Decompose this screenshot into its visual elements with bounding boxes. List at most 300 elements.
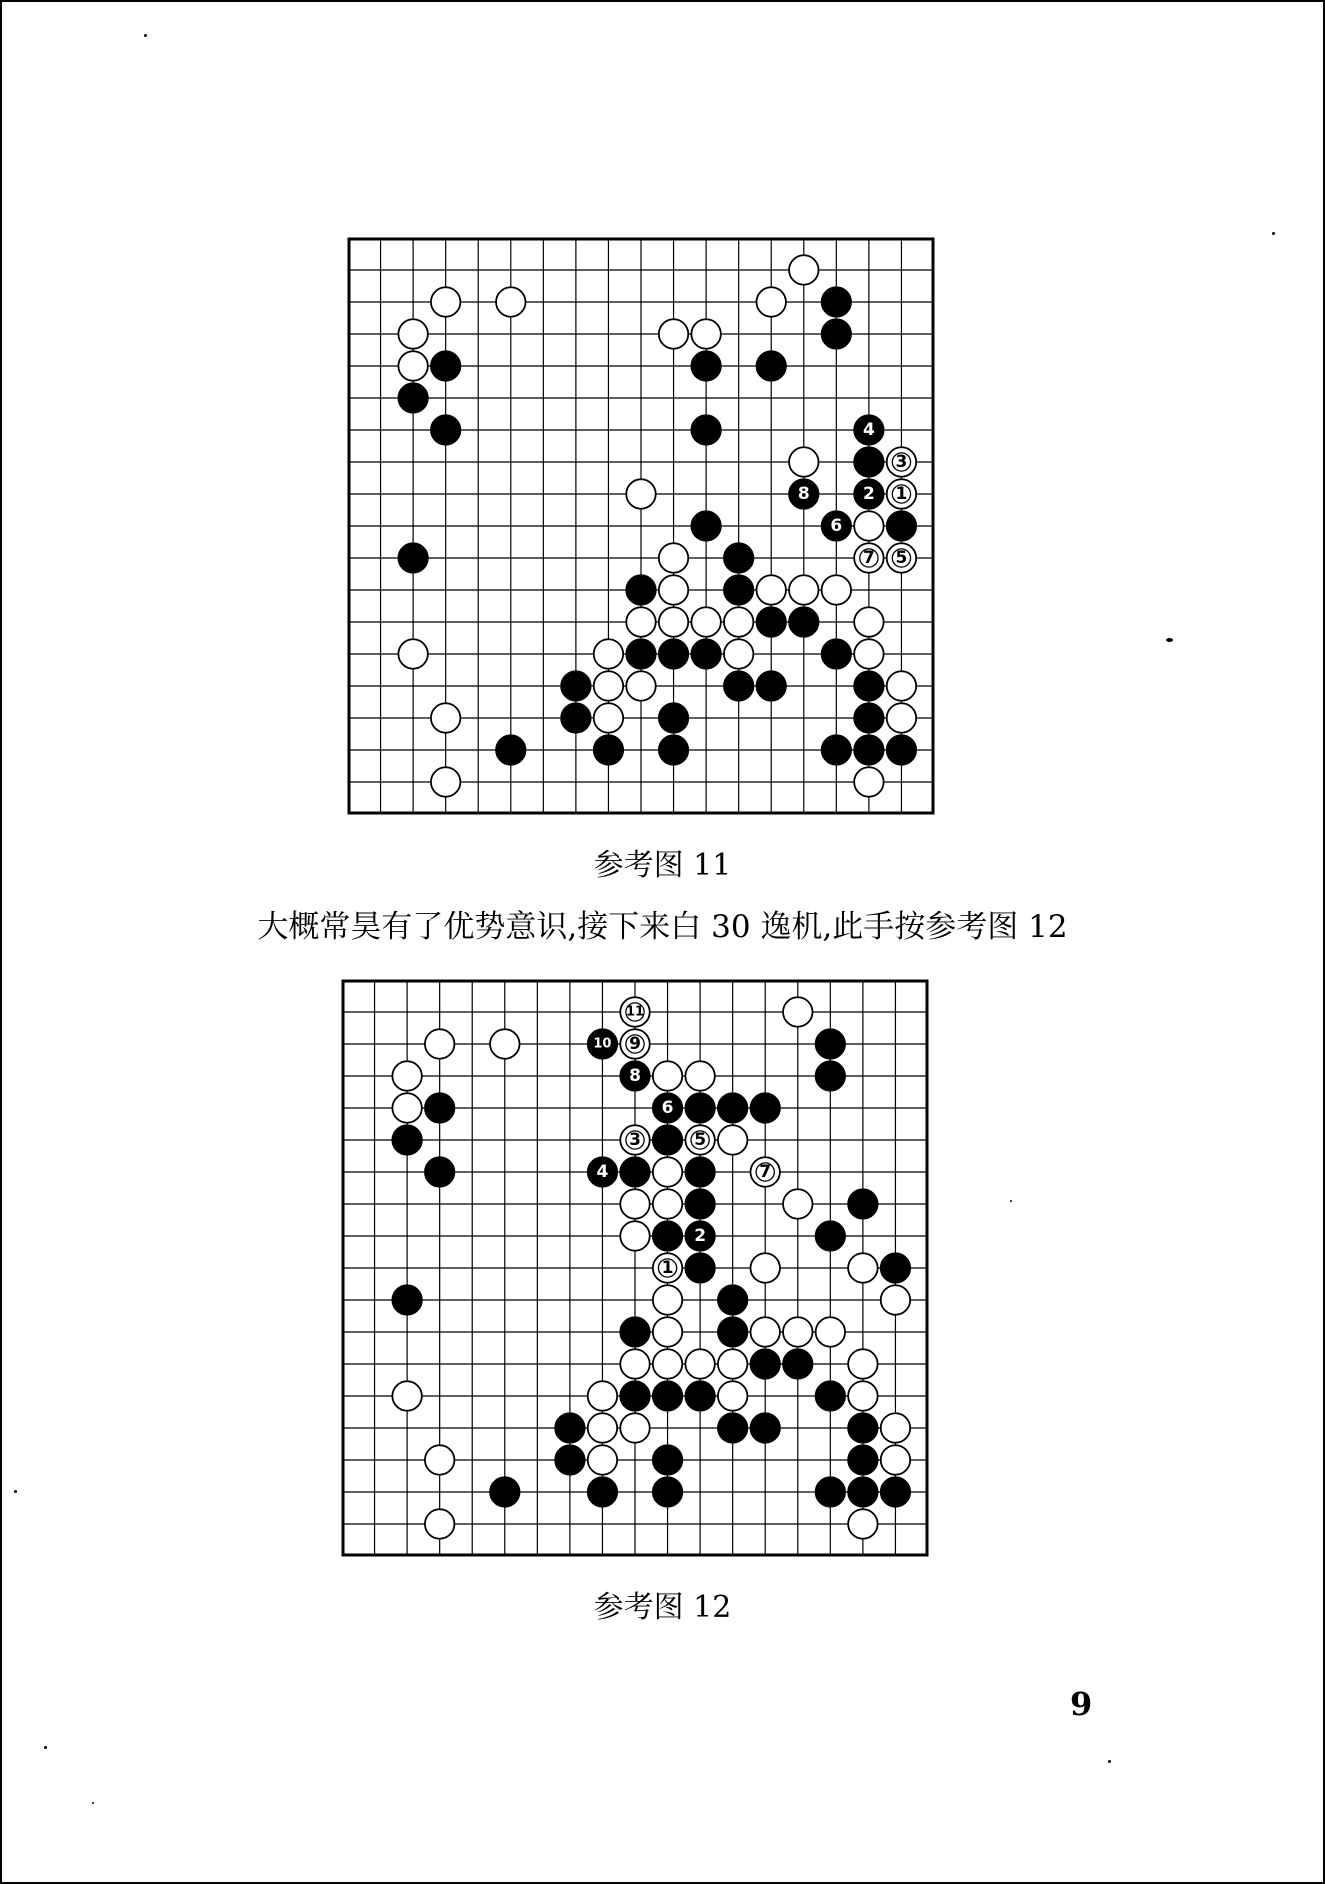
white-stone [685, 1349, 714, 1378]
white-stone [718, 1349, 747, 1378]
black-stone-disc [848, 1477, 877, 1506]
black-stone-disc [685, 1093, 714, 1122]
white-stone-disc [392, 1093, 421, 1122]
white-stone [718, 1125, 747, 1154]
black-stone [724, 543, 753, 572]
black-stone [718, 1093, 747, 1122]
black-stone-disc [718, 1285, 747, 1314]
white-stone [392, 1381, 421, 1410]
move-number: 3 [629, 1130, 641, 1150]
black-stone [425, 1093, 454, 1122]
move-number: 5 [895, 548, 908, 568]
black-stone [620, 1317, 649, 1346]
black-stone-disc [854, 703, 883, 732]
black-stone-disc [718, 1093, 747, 1122]
white-stone [691, 319, 720, 348]
white-stone [691, 607, 720, 636]
white-stone-disc [425, 1509, 454, 1538]
black-stone [822, 735, 851, 764]
white-stone-disc [594, 639, 623, 668]
white-stone [588, 1381, 617, 1410]
black-stone [848, 1477, 877, 1506]
page-number: 9 [1070, 1685, 1093, 1723]
white-stone [431, 767, 460, 796]
black-stone-disc [659, 703, 688, 732]
black-stone-8 [789, 479, 818, 508]
move-number: 11 [625, 1004, 645, 1020]
black-stone-disc [425, 1157, 454, 1186]
black-stone-disc [854, 447, 883, 476]
white-stone [718, 1381, 747, 1410]
move-number: 4 [862, 420, 875, 440]
black-stone-disc [724, 671, 753, 700]
white-stone [757, 287, 786, 316]
black-stone [724, 671, 753, 700]
black-stone [561, 703, 590, 732]
black-stone-disc [620, 1157, 649, 1186]
move-number: 6 [830, 516, 843, 536]
black-stone-disc [555, 1413, 584, 1442]
white-stone-disc [398, 319, 427, 348]
white-stone [594, 671, 623, 700]
white-stone [881, 1285, 910, 1314]
white-stone-disc [620, 1189, 649, 1218]
white-stone [757, 575, 786, 604]
white-stone [626, 607, 655, 636]
white-stone-disc [881, 1285, 910, 1314]
black-stone [685, 1253, 714, 1282]
white-stone-disc [822, 575, 851, 604]
black-stone-disc [724, 543, 753, 572]
black-stone [816, 1477, 845, 1506]
move-number: 8 [797, 484, 810, 504]
black-stone [490, 1477, 519, 1506]
go-board-diagram-11 [348, 238, 934, 814]
black-stone [751, 1413, 780, 1442]
white-stone-disc [685, 1349, 714, 1378]
white-stone [620, 1349, 649, 1378]
black-stone [653, 1125, 682, 1154]
black-stone-disc [561, 703, 590, 732]
white-stone-disc [691, 607, 720, 636]
black-stone-disc [490, 1477, 519, 1506]
white-stone [783, 997, 812, 1026]
white-stone-disc [659, 543, 688, 572]
black-stone [854, 671, 883, 700]
black-stone [757, 351, 786, 380]
white-stone [724, 607, 753, 636]
black-stone [425, 1157, 454, 1186]
white-stone-disc [659, 607, 688, 636]
scan-speck [1166, 638, 1173, 642]
black-stone [822, 287, 851, 316]
black-stone [653, 1445, 682, 1474]
black-stone [685, 1157, 714, 1186]
white-stone [490, 1029, 519, 1058]
black-stone [620, 1381, 649, 1410]
white-stone-9 [620, 1029, 649, 1058]
white-stone-disc [789, 575, 818, 604]
white-stone-disc [398, 351, 427, 380]
black-stone-disc [718, 1413, 747, 1442]
white-stone-disc [854, 767, 883, 796]
black-stone-disc [653, 1381, 682, 1410]
black-stone-disc [626, 639, 655, 668]
white-stone-disc [757, 575, 786, 604]
black-stone-disc [751, 1413, 780, 1442]
black-stone-disc [848, 1413, 877, 1442]
white-stone-disc [496, 287, 525, 316]
white-stone [848, 1381, 877, 1410]
black-stone-disc [594, 735, 623, 764]
black-stone [848, 1445, 877, 1474]
white-stone-disc [718, 1125, 747, 1154]
black-stone-disc [822, 639, 851, 668]
black-stone-disc [626, 575, 655, 604]
scan-speck [44, 1746, 47, 1749]
white-stone-disc [431, 287, 460, 316]
black-stone-disc [881, 1477, 910, 1506]
black-stone-disc [848, 1445, 877, 1474]
black-stone [431, 415, 460, 444]
move-number: 2 [694, 1226, 707, 1246]
white-stone-disc [392, 1061, 421, 1090]
black-stone [685, 1381, 714, 1410]
black-stone-disc [691, 415, 720, 444]
black-stone-disc [620, 1381, 649, 1410]
black-stone-disc [848, 1189, 877, 1218]
white-stone [425, 1445, 454, 1474]
black-stone-disc [757, 607, 786, 636]
white-stone-disc [431, 767, 460, 796]
black-stone [816, 1381, 845, 1410]
move-number: 1 [895, 484, 908, 504]
black-stone-disc [659, 639, 688, 668]
black-stone [816, 1029, 845, 1058]
white-stone-disc [718, 1381, 747, 1410]
move-number: 6 [661, 1098, 674, 1118]
white-stone-7 [751, 1157, 780, 1186]
black-stone [588, 1477, 617, 1506]
white-stone-disc [718, 1349, 747, 1378]
black-stone-disc [887, 735, 916, 764]
white-stone-disc [653, 1157, 682, 1186]
black-stone-disc [822, 319, 851, 348]
go-board-diagram-12 [342, 980, 928, 1556]
white-stone-disc [653, 1285, 682, 1314]
black-stone [496, 735, 525, 764]
white-stone-disc [887, 703, 916, 732]
white-stone-disc [653, 1317, 682, 1346]
white-stone [854, 607, 883, 636]
white-stone-disc [816, 1317, 845, 1346]
black-stone [555, 1413, 584, 1442]
move-number: 7 [759, 1162, 772, 1182]
black-stone-disc [685, 1189, 714, 1218]
white-stone [653, 1285, 682, 1314]
black-stone-disc [653, 1477, 682, 1506]
white-stone [848, 1509, 877, 1538]
white-stone [822, 575, 851, 604]
black-stone-disc [724, 575, 753, 604]
black-stone [659, 735, 688, 764]
black-stone-disc [691, 639, 720, 668]
black-stone-2 [854, 479, 883, 508]
black-stone-disc [685, 1157, 714, 1186]
white-stone [588, 1445, 617, 1474]
move-number: 2 [862, 484, 875, 504]
white-stone [392, 1093, 421, 1122]
black-stone [822, 639, 851, 668]
black-stone [854, 447, 883, 476]
white-stone [496, 287, 525, 316]
white-stone [816, 1317, 845, 1346]
white-stone [789, 575, 818, 604]
black-stone-disc [659, 735, 688, 764]
black-stone-4 [854, 415, 883, 444]
white-stone [854, 767, 883, 796]
white-stone [594, 639, 623, 668]
white-stone-1 [887, 479, 916, 508]
white-stone [724, 639, 753, 668]
white-stone [653, 1061, 682, 1090]
white-stone [626, 671, 655, 700]
white-stone-5 [887, 543, 916, 572]
white-stone [783, 1189, 812, 1218]
white-stone-disc [653, 1061, 682, 1090]
black-stone [757, 671, 786, 700]
white-stone-disc [854, 511, 883, 540]
black-stone-disc [691, 511, 720, 540]
scan-speck [1272, 232, 1275, 235]
white-stone-3 [887, 447, 916, 476]
black-stone-disc [816, 1381, 845, 1410]
black-stone [822, 319, 851, 348]
black-stone [691, 639, 720, 668]
black-stone [848, 1413, 877, 1442]
black-stone [724, 575, 753, 604]
white-stone [659, 543, 688, 572]
black-stone-disc [816, 1029, 845, 1058]
black-stone [718, 1413, 747, 1442]
black-stone [561, 671, 590, 700]
black-stone [751, 1349, 780, 1378]
white-stone-disc [789, 255, 818, 284]
white-stone-1 [653, 1253, 682, 1282]
black-stone-disc [816, 1221, 845, 1250]
black-stone-disc [398, 543, 427, 572]
white-stone-disc [659, 575, 688, 604]
white-stone-disc [691, 319, 720, 348]
white-stone [659, 575, 688, 604]
move-number: 8 [629, 1066, 641, 1086]
scan-speck [92, 1802, 94, 1804]
black-stone [757, 607, 786, 636]
white-stone-disc [848, 1381, 877, 1410]
scan-speck [1108, 1760, 1111, 1763]
black-stone [718, 1285, 747, 1314]
black-stone [398, 383, 427, 412]
white-stone [398, 639, 427, 668]
black-stone-disc [398, 383, 427, 412]
white-stone [848, 1253, 877, 1282]
white-stone [620, 1189, 649, 1218]
white-stone [398, 319, 427, 348]
black-stone-6 [822, 511, 851, 540]
move-number: 1 [661, 1258, 674, 1278]
white-stone-disc [626, 607, 655, 636]
white-stone-disc [724, 639, 753, 668]
black-stone-disc [816, 1061, 845, 1090]
black-stone [685, 1093, 714, 1122]
black-stone-disc [822, 287, 851, 316]
white-stone [594, 703, 623, 732]
black-stone-disc [561, 671, 590, 700]
black-stone [653, 1221, 682, 1250]
white-stone [653, 1317, 682, 1346]
black-stone-disc [425, 1093, 454, 1122]
black-stone-disc [691, 351, 720, 380]
black-stone [659, 639, 688, 668]
black-stone-2 [685, 1221, 714, 1250]
white-stone [653, 1349, 682, 1378]
black-stone [691, 415, 720, 444]
black-stone [431, 351, 460, 380]
white-stone-disc [751, 1317, 780, 1346]
black-stone-disc [854, 735, 883, 764]
white-stone-disc [881, 1413, 910, 1442]
black-stone-disc [751, 1093, 780, 1122]
black-stone-disc [887, 511, 916, 540]
white-stone [653, 1189, 682, 1218]
white-stone-disc [783, 1189, 812, 1218]
white-stone-disc [685, 1061, 714, 1090]
black-stone [887, 511, 916, 540]
black-stone-disc [431, 351, 460, 380]
white-stone [659, 319, 688, 348]
scan-speck [1010, 1200, 1012, 1202]
black-stone [626, 575, 655, 604]
black-stone-disc [757, 351, 786, 380]
black-stone [555, 1445, 584, 1474]
black-stone-disc [685, 1253, 714, 1282]
white-stone-disc [724, 607, 753, 636]
black-stone [691, 351, 720, 380]
scan-speck [144, 34, 147, 37]
white-stone-disc [854, 639, 883, 668]
black-stone-10 [588, 1029, 617, 1058]
black-stone-disc [653, 1221, 682, 1250]
black-stone-disc [685, 1381, 714, 1410]
white-stone [789, 255, 818, 284]
black-stone [751, 1093, 780, 1122]
white-stone [653, 1157, 682, 1186]
white-stone-disc [789, 447, 818, 476]
white-stone-disc [392, 1381, 421, 1410]
black-stone-disc [392, 1285, 421, 1314]
white-stone-disc [653, 1349, 682, 1378]
black-stone-disc [822, 735, 851, 764]
move-number: 7 [862, 548, 875, 568]
black-stone-8 [620, 1061, 649, 1090]
white-stone-disc [783, 1317, 812, 1346]
black-stone [392, 1125, 421, 1154]
black-stone-disc [881, 1253, 910, 1282]
white-stone-disc [588, 1413, 617, 1442]
black-stone-disc [392, 1125, 421, 1154]
black-stone [816, 1061, 845, 1090]
white-stone-11 [620, 997, 649, 1026]
black-stone [848, 1189, 877, 1218]
black-stone [718, 1317, 747, 1346]
black-stone-disc [588, 1477, 617, 1506]
white-stone-disc [854, 607, 883, 636]
white-stone-disc [431, 703, 460, 732]
white-stone-disc [620, 1413, 649, 1442]
white-stone [425, 1029, 454, 1058]
white-stone [789, 447, 818, 476]
white-stone-disc [887, 671, 916, 700]
white-stone-5 [685, 1125, 714, 1154]
black-stone [392, 1285, 421, 1314]
white-stone-disc [594, 703, 623, 732]
black-stone-disc [653, 1445, 682, 1474]
black-stone [691, 511, 720, 540]
black-stone-disc [751, 1349, 780, 1378]
black-stone [881, 1253, 910, 1282]
black-stone-disc [854, 671, 883, 700]
white-stone-disc [398, 639, 427, 668]
black-stone [626, 639, 655, 668]
white-stone [848, 1349, 877, 1378]
white-stone-disc [425, 1029, 454, 1058]
black-stone-disc [496, 735, 525, 764]
move-number: 5 [694, 1130, 707, 1150]
white-stone [626, 479, 655, 508]
move-number: 10 [593, 1036, 612, 1052]
figure-caption-12: 参考图 12 [593, 1590, 732, 1625]
white-stone [751, 1317, 780, 1346]
black-stone-disc [783, 1349, 812, 1378]
move-number: 4 [596, 1162, 609, 1182]
figure-caption-11: 参考图 11 [593, 848, 732, 883]
white-stone-disc [848, 1253, 877, 1282]
white-stone [588, 1413, 617, 1442]
white-stone-disc [757, 287, 786, 316]
black-stone [653, 1477, 682, 1506]
white-stone-disc [626, 671, 655, 700]
white-stone [392, 1061, 421, 1090]
white-stone [881, 1413, 910, 1442]
white-stone-disc [881, 1445, 910, 1474]
move-number: 3 [895, 452, 908, 472]
white-stone-7 [854, 543, 883, 572]
body-paragraph: 大概常昊有了优势意识,接下来白 30 逸机,此手按参考图 12 [257, 909, 1068, 945]
black-stone [659, 703, 688, 732]
white-stone [620, 1413, 649, 1442]
white-stone-disc [620, 1221, 649, 1250]
white-stone [783, 1317, 812, 1346]
white-stone-disc [653, 1189, 682, 1218]
black-stone [887, 735, 916, 764]
white-stone-disc [848, 1349, 877, 1378]
black-stone-6 [653, 1093, 682, 1122]
move-number: 9 [629, 1034, 641, 1054]
black-stone [854, 735, 883, 764]
black-stone [854, 703, 883, 732]
black-stone [653, 1381, 682, 1410]
scan-speck [14, 1490, 17, 1493]
